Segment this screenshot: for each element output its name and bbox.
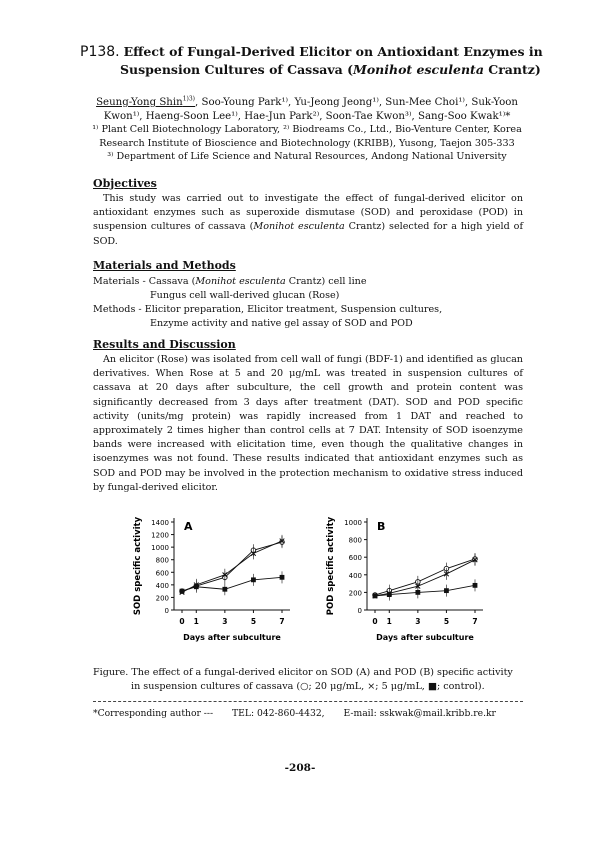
data-point-square bbox=[251, 577, 256, 582]
y-tick-label: 200 bbox=[348, 589, 362, 598]
x-tick-label: 3 bbox=[415, 617, 421, 626]
x-tick-label: 7 bbox=[472, 617, 478, 626]
page-number: -208- bbox=[284, 762, 316, 774]
objectives-heading: Objectives bbox=[93, 177, 157, 190]
y-tick-label: 400 bbox=[155, 581, 169, 590]
y-axis-label: POD specific activity bbox=[326, 516, 336, 616]
methods-row: Methods - Elicitor preparation, Elicitor treatment, Suspension cultures, bbox=[93, 304, 443, 315]
data-point-square bbox=[387, 592, 392, 597]
x-axis-label: Days after subculture bbox=[376, 633, 474, 642]
title-line-1: Effect of Fungal-Derived Elicitor on Antioxidant Enzymes in bbox=[123, 44, 543, 59]
x-tick-label: 1 bbox=[193, 617, 199, 626]
methods-row-2: Enzyme activity and native gel assay of SOD and POD bbox=[150, 318, 413, 329]
x-tick-label: 3 bbox=[222, 617, 228, 626]
corresponding-author: *Corresponding author --- TEL: 042-860-4432, E-mail: sskwak@mail.kribb.re.kr bbox=[93, 708, 496, 719]
y-tick-label: 600 bbox=[348, 554, 362, 563]
figure-caption: Figure. The effect of a fungal-derived elicitor on SOD (A) and POD (B) specific activity in suspension cultures of cassava (○; 20 μg/mL, ×; 5 μg/mL, ■; control). bbox=[93, 667, 513, 692]
y-tick-label: 1000 bbox=[151, 544, 169, 553]
objectives-text: This study was carried out to investigate the effect of fungal-derived elicitor on antioxidant enzymes such as superoxide dismutase (SOD) and peroxidase (POD) in suspension cultures of cassava (Monihot esculenta Crantz) selected for a high yield of SOD. bbox=[93, 193, 523, 247]
x-tick-label: 0 bbox=[372, 617, 378, 626]
results-text: An elicitor (Rose) was isolated from cell wall of fungi (BDF-1) and identified as glucan derivatives. When Rose at 5 and 20 μg/mL was treated in suspension cultures of cassava at 20 days after subculture, the cell growth and protein content was significantly decreased from 3 days after treatment (DAT). SOD and POD specific activity (units/mg protein) was rapidly increased from 1 DAT and reached to approximately 2 times higher than control cells at 7 DAT. Intensity of SOD isoenzyme bands were increased with elicitation time, even though the qualitative changes in isoenzymes was not found. These results indicated that antioxidant enzymes such as SOD and POD may be involved in the protection mechanism to oxidative stress induced by fungal-derived elicitor. bbox=[93, 354, 523, 493]
email-address: E-mail: sskwak@mail.kribb.re.kr bbox=[343, 708, 496, 719]
authors-line-2: Kwon¹⁾, Haeng-Soon Lee¹⁾, Hae-Jun Park²⁾, Soon-Tae Kwon³⁾, Sang-Soo Kwak¹⁾* bbox=[103, 111, 511, 122]
y-tick-label: 200 bbox=[155, 594, 169, 603]
x-tick-label: 0 bbox=[179, 617, 185, 626]
results-heading: Results and Discussion bbox=[93, 338, 236, 351]
data-point-square bbox=[415, 590, 420, 595]
y-tick-label: 0 bbox=[357, 607, 362, 615]
y-tick-label: 400 bbox=[348, 571, 362, 580]
pod-chart-svg bbox=[305, 512, 495, 652]
materials-row-2: Fungus cell wall-derived glucan (Rose) bbox=[150, 290, 340, 301]
materials-heading: Materials and Methods bbox=[93, 259, 236, 272]
chart-panel-a bbox=[112, 512, 302, 656]
y-tick-label: 0 bbox=[164, 607, 169, 615]
y-tick-label: 1000 bbox=[344, 519, 362, 527]
y-axis-label: SOD specific activity bbox=[133, 516, 143, 616]
x-tick-label: 5 bbox=[250, 617, 257, 626]
y-tick-label: 600 bbox=[155, 569, 169, 578]
chart-panel-b bbox=[305, 512, 495, 656]
author-list: Seung-Yong Shin$^{1)3)}$, Soo-Young Park¹⁾, Yu-Jeong Jeong¹⁾, Sun-Mee Choi¹⁾, Suk-Yoon Kwon¹⁾, Haeng-Soon Lee¹⁾, Hae-Jun Park²⁾, Soon-Tae Kwon³⁾, Sang-Soo Kwak¹⁾* bbox=[92, 96, 522, 124]
y-tick-label: 800 bbox=[155, 556, 169, 565]
x-tick-label: 7 bbox=[279, 617, 285, 626]
affiliations: ¹⁾ Plant Cell Biotechnology Laboratory, ²⁾ Biodreams Co., Ltd., Bio-Venture Center, Korea Research Institute of Bioscience and Biotechnology (KRIBB), Yusong, Taejon 305-333 ³⁾ Department of Life Science and Natural Resources, Andong National University bbox=[92, 124, 522, 162]
y-tick-label: 1400 bbox=[151, 519, 169, 527]
paper-id: P138. bbox=[80, 44, 120, 60]
x-axis-label: Days after subculture bbox=[183, 633, 281, 642]
footer-divider bbox=[93, 701, 523, 702]
data-point-square bbox=[194, 584, 199, 589]
x-tick-label: 1 bbox=[386, 617, 392, 626]
sod-chart-svg bbox=[112, 512, 302, 652]
paper-title bbox=[80, 43, 560, 79]
phone-number: TEL: 042-860-4432, bbox=[232, 708, 325, 719]
data-point-square bbox=[444, 588, 449, 593]
data-point-square bbox=[180, 589, 185, 594]
title-line-2: Suspension Cultures of Cassava (Monihot esculenta Crantz) bbox=[120, 62, 541, 77]
panel-label: B bbox=[377, 520, 386, 533]
data-point-square bbox=[473, 583, 478, 588]
y-tick-label: 1200 bbox=[151, 531, 169, 540]
data-point-square bbox=[373, 594, 378, 599]
data-point-square bbox=[222, 587, 227, 592]
data-point-square bbox=[280, 575, 285, 580]
panel-label: A bbox=[184, 520, 193, 533]
first-author: Seung-Yong Shin$^{1)3)}$ bbox=[96, 95, 196, 108]
materials-row: Materials - Cassava (Monihot esculenta Crantz) cell line bbox=[93, 276, 367, 287]
y-tick-label: 800 bbox=[348, 536, 362, 545]
x-tick-label: 5 bbox=[443, 617, 450, 626]
